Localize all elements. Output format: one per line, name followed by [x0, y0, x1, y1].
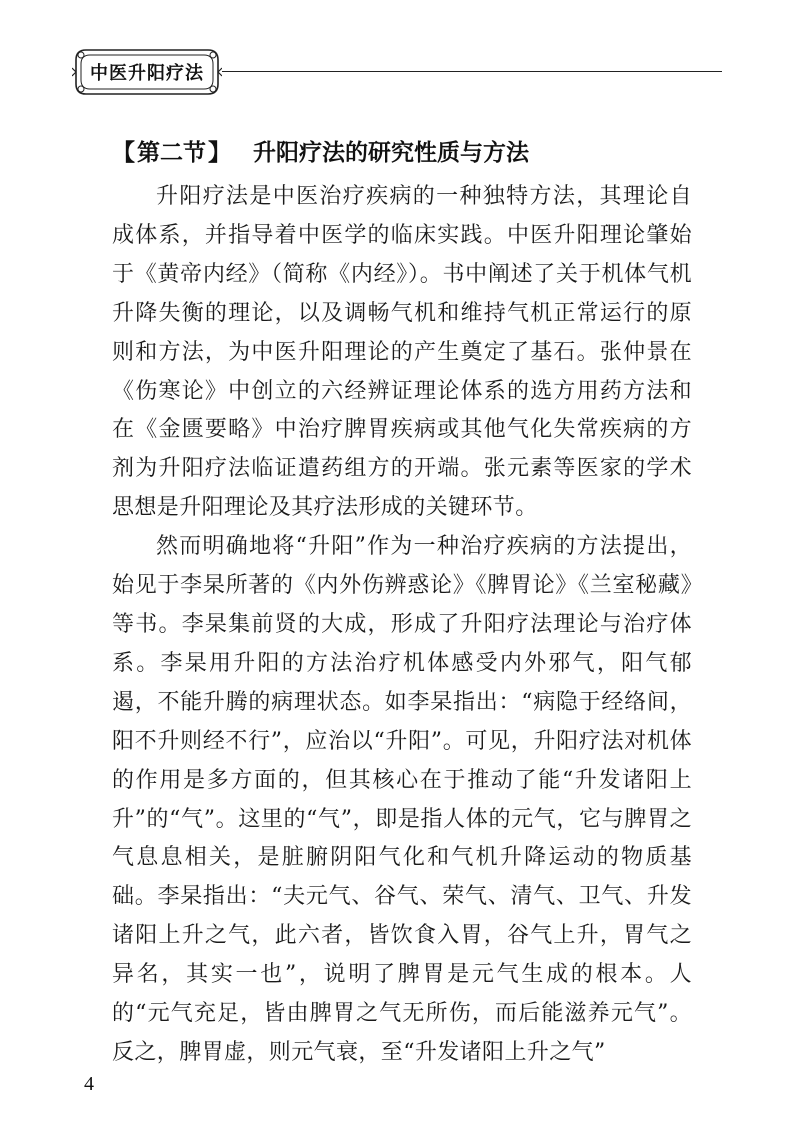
section-heading [112, 130, 529, 170]
running-header-badge [72, 46, 222, 98]
heading-bracket-open: 【 [112, 139, 135, 166]
section-number: 第二节 [137, 139, 206, 166]
page-number: 4 [84, 1073, 94, 1095]
body-text [112, 178, 692, 1073]
paragraph-2: 然而明确地将“升阳”作为一种治疗疾病的方法提出，始见于李杲所著的《内外伤辨惑论》《脾胃论》《兰室秘藏》等书。李杲集前贤的大成，形成了升阳疗法理论与治疗体系。李杲用升阳的方法治疗机体感受内外邪气，阳气郁遏，不能升腾的病理状态。如李杲指出：“病隐于经络间，阳不升则经不行”，应治以“升阳”。可见，升阳疗法对机体的作用是多方面的，但其核心在于推动了能“升发诸阳上升”的“气”。这里的“气”，即是指人体的元气，它与脾胃之气息息相关，是脏腑阴阳气化和气机升降运动的物质基础。李杲指出：“夫元气、谷气、荣气、清气、卫气、升发诸阳上升之气，此六者，皆饮食入胃，谷气上升，胃气之异名，其实一也”，说明了脾胃是元气生成的根本。人的“元气充足，皆由脾胃之气无所伤，而后能滋养元气”。反之，脾胃虚，则元气衰，至“升发诸阳上升之气” [112, 534, 692, 1065]
paragraph-1: 升阳疗法是中医治疗疾病的一种独特方法，其理论自成体系，并指导着中医学的临床实践。中医升阳理论肇始于《黄帝内经》（简称《内经》）。书中阐述了关于机体气机升降失衡的理论，以及调畅气机和维持气机正常运行的原则和方法，为中医升阳理论的产生奠定了基石。张仲景在《伤寒论》中创立的六经辨证理论体系的选方用药方法和在《金匮要略》中治疗脾胃疾病或其他气化失常疾病的方剂为升阳疗法临证遣药组方的开端。张元素等医家的学术思想是升阳理论及其疗法形成的关键环节。 [112, 184, 692, 521]
book-title: 中医升阳疗法 [90, 63, 204, 84]
section-title: 升阳疗法的研究性质与方法 [253, 139, 529, 166]
header-rule [222, 71, 722, 72]
heading-bracket-close: 】 [208, 139, 231, 166]
